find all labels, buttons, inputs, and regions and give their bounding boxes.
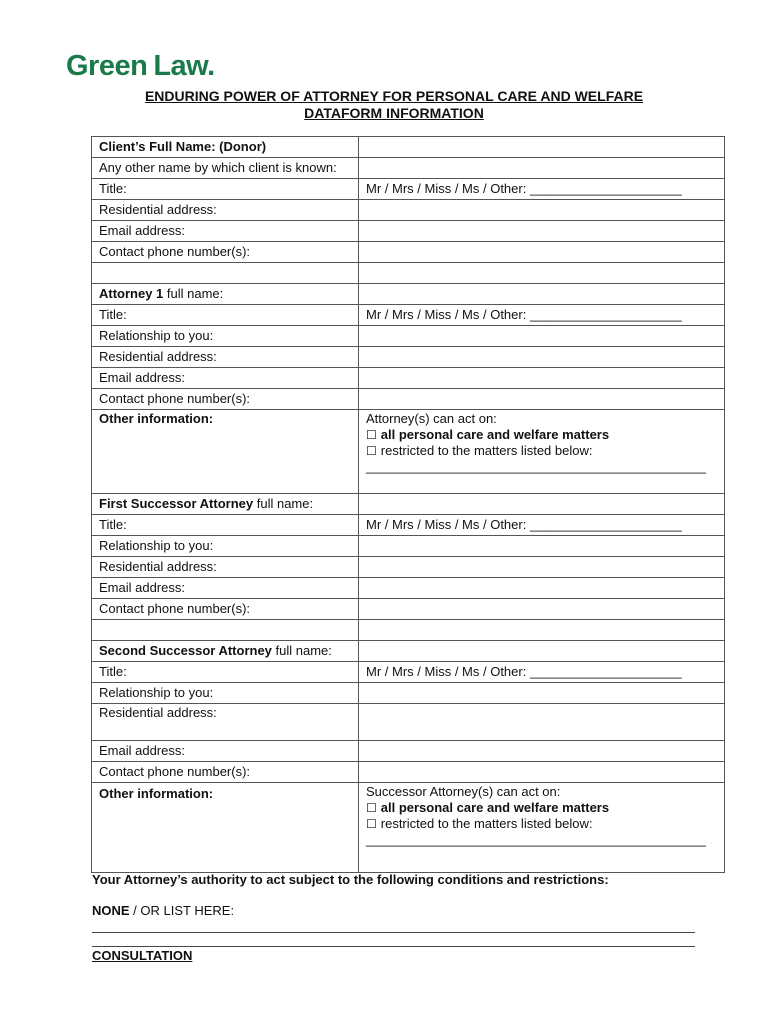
- attorney1-option-all-label: all personal care and welfare matters: [380, 427, 610, 442]
- successor1-relationship-field[interactable]: [359, 536, 725, 557]
- document-title: [60, 88, 728, 122]
- attorney1-name-label: [92, 284, 359, 305]
- successor1-email-field[interactable]: [359, 578, 725, 599]
- successor2-address-field[interactable]: [359, 704, 725, 741]
- none-or-list: [92, 903, 234, 918]
- attorney1-relationship-field[interactable]: [359, 326, 725, 347]
- attorney1-email-field[interactable]: [359, 368, 725, 389]
- greenlaw-logo: [66, 50, 215, 83]
- checkbox-icon[interactable]: ☐: [366, 444, 377, 458]
- attorney1-address-field[interactable]: [359, 347, 725, 368]
- client-phone-label: Contact phone number(s):: [92, 242, 359, 263]
- successor2-title-field[interactable]: Mr / Mrs / Miss / Ms / Other: _____________________: [359, 662, 725, 683]
- successor2-other-info-cell: [359, 783, 725, 873]
- attorney1-act-on-text: Attorney(s) can act on:: [366, 411, 497, 426]
- client-phone-field[interactable]: [359, 242, 725, 263]
- successor2-relationship-field[interactable]: [359, 683, 725, 704]
- successor2-option-all-label: all personal care and welfare matters: [380, 800, 610, 815]
- successor1-heading-rest: full name:: [253, 496, 314, 511]
- successor1-address-label: Residential address:: [92, 557, 359, 578]
- successor2-option-all[interactable]: [366, 800, 717, 816]
- client-other-name-label: Any other name by which client is known:: [92, 158, 359, 179]
- attorney1-title-field[interactable]: Mr / Mrs / Miss / Ms / Other: _____________________: [359, 305, 725, 326]
- dataform-table: [91, 136, 725, 873]
- attorney1-heading-bold: Attorney 1: [99, 286, 164, 301]
- checkbox-icon[interactable]: ☐: [366, 428, 377, 442]
- successor1-relationship-label: Relationship to you:: [92, 536, 359, 557]
- client-address-label: Residential address:: [92, 200, 359, 221]
- client-email-label: Email address:: [92, 221, 359, 242]
- successor2-option-restricted-label: restricted to the matters listed below:: [380, 816, 593, 831]
- successor2-other-info-label: Other information:: [92, 783, 359, 873]
- successor2-name-field[interactable]: [359, 641, 725, 662]
- logo-part-green: Green: [66, 50, 148, 82]
- successor2-address-label: Residential address:: [92, 704, 359, 741]
- attorney1-other-info-cell: [359, 410, 725, 494]
- client-name-label: Client’s Full Name: (Donor): [92, 137, 359, 158]
- attorney1-title-label: Title:: [92, 305, 359, 326]
- attorney1-email-label: Email address:: [92, 368, 359, 389]
- successor1-name-field[interactable]: [359, 494, 725, 515]
- attorney1-restriction-line[interactable]: _______________________________________________: [366, 459, 706, 474]
- successor2-phone-field[interactable]: [359, 762, 725, 783]
- client-address-field[interactable]: [359, 200, 725, 221]
- none-rest: / OR LIST HERE:: [129, 903, 235, 918]
- spacer-cell: [359, 263, 725, 284]
- successor2-heading-rest: full name:: [271, 643, 332, 658]
- client-title-field[interactable]: Mr / Mrs / Miss / Ms / Other: _____________________: [359, 179, 725, 200]
- attorney1-phone-label: Contact phone number(s):: [92, 389, 359, 410]
- client-name-field[interactable]: [359, 137, 725, 158]
- client-email-field[interactable]: [359, 221, 725, 242]
- client-other-name-field[interactable]: [359, 158, 725, 179]
- client-title-label: Title:: [92, 179, 359, 200]
- conditions-line-1[interactable]: [92, 932, 695, 933]
- conditions-heading: Your Attorney’s authority to act subject to the following conditions and restrictions:: [92, 872, 609, 887]
- checkbox-icon[interactable]: ☐: [366, 817, 377, 831]
- attorney1-option-all[interactable]: [366, 427, 717, 443]
- attorney1-other-info-label: Other information:: [92, 410, 359, 494]
- successor1-email-label: Email address:: [92, 578, 359, 599]
- attorney1-option-restricted[interactable]: [366, 443, 717, 459]
- successor1-title-field[interactable]: Mr / Mrs / Miss / Ms / Other: _____________________: [359, 515, 725, 536]
- spacer-cell: [359, 620, 725, 641]
- successor2-option-restricted[interactable]: [366, 816, 717, 832]
- attorney1-relationship-label: Relationship to you:: [92, 326, 359, 347]
- successor2-name-label: [92, 641, 359, 662]
- consultation-heading: CONSULTATION: [92, 948, 193, 963]
- successor1-address-field[interactable]: [359, 557, 725, 578]
- successor2-act-on-text: Successor Attorney(s) can act on:: [366, 784, 561, 799]
- successor2-heading-bold: Second Successor Attorney: [99, 643, 272, 658]
- spacer-row: [92, 620, 359, 641]
- attorney1-heading-rest: full name:: [163, 286, 224, 301]
- successor1-heading-bold: First Successor Attorney: [99, 496, 254, 511]
- successor1-phone-label: Contact phone number(s):: [92, 599, 359, 620]
- successor2-email-label: Email address:: [92, 741, 359, 762]
- spacer-row: [92, 263, 359, 284]
- successor2-relationship-label: Relationship to you:: [92, 683, 359, 704]
- successor1-name-label: [92, 494, 359, 515]
- attorney1-option-restricted-label: restricted to the matters listed below:: [380, 443, 593, 458]
- successor1-phone-field[interactable]: [359, 599, 725, 620]
- title-line-2: DATAFORM INFORMATION: [304, 105, 484, 121]
- attorney1-name-field[interactable]: [359, 284, 725, 305]
- logo-part-law: Law.: [153, 50, 215, 82]
- successor2-phone-label: Contact phone number(s):: [92, 762, 359, 783]
- attorney1-address-label: Residential address:: [92, 347, 359, 368]
- successor2-email-field[interactable]: [359, 741, 725, 762]
- successor2-title-label: Title:: [92, 662, 359, 683]
- successor2-restriction-line[interactable]: _______________________________________________: [366, 832, 706, 847]
- attorney1-phone-field[interactable]: [359, 389, 725, 410]
- title-line-1: ENDURING POWER OF ATTORNEY FOR PERSONAL CARE AND WELFARE: [144, 88, 644, 104]
- successor1-title-label: Title:: [92, 515, 359, 536]
- none-bold: NONE: [92, 903, 130, 918]
- conditions-line-2[interactable]: [92, 946, 695, 947]
- checkbox-icon[interactable]: ☐: [366, 801, 377, 815]
